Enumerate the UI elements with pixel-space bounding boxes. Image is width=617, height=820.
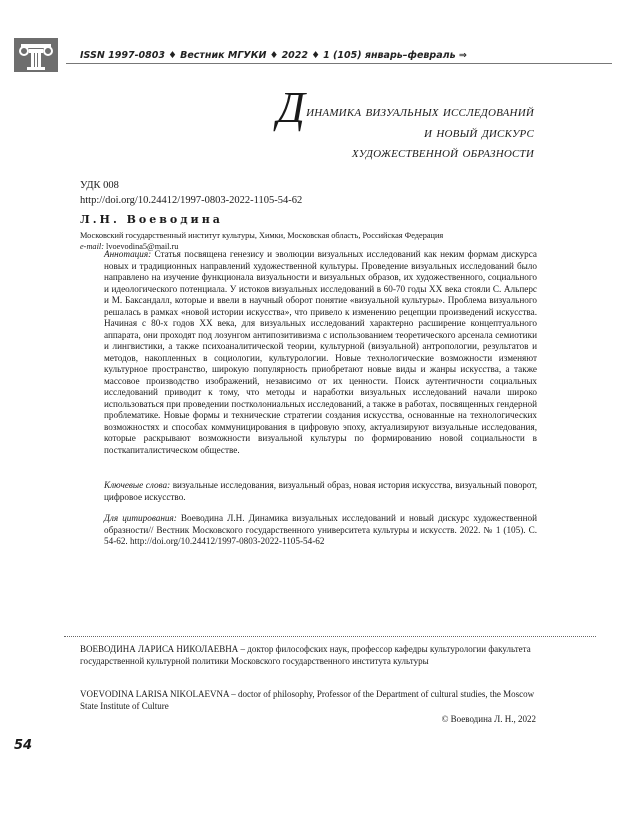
title-line-1-text: инамика визуальных исследований	[306, 103, 534, 120]
author-bio-en: VOEVODINA LARISA NIKOLAEVNA – doctor of philosophy, Professor of the Department of cultural studies, the Moscow State Institute of Culture	[80, 689, 535, 711]
email-address[interactable]: lvoevodina5@mail.ru	[106, 242, 179, 251]
abstract-text: Статья посвящена генезису и эволюции визуальных исследований как неким формам дискурса новых и традиционных направлений художественной культуры. Проведение визуальных исследований было направлено на изучение функционала визуальности и визуальных образов, их художественного, социального и идеологического потенциала. У истоков визуальных исследований в 60-70 годы XX века стояли С. Альперс и М. Баксандалл, которые и ввели в научный оборот понятие «визуальной культуры». Проблема визуального решалась в рамках «новой истории искусства», что привело к изменению рецепции произведений искусства. Начиная с 80-х годов XX века, для визуальных исследований характерно расширение концептуального аппарата, они проходят под лозунгом антипозитивизма с использованием теоретического арсенала семиотики и лингвистики, а также психоаналитической теории, культурной (визуальной) антропологии, результатов и методов, накопленных в социологии, культурологии. Новые технологические возможности изменяют культурное пространство, широкую популярность приобретают новые виды и жанры искусства, а также массовое производство изображений, независимо от их ценности. Поиск аутентичности социальных исследований приводит к тому, что методы и наработки визуальных исследований начали широко использоваться при проведении постколониальных исследований, а также в работах, посвященных гендерной проблематике. Новые формы и технические стратегии создания искусства, основанные на технологических возможностях и способах коммуницирования в цифровую эпоху, актуализируют визуальные исследования, которые раскрывают возможности визуальной культуры по формированию новой социальности в посткапиталистическом обществе.	[104, 249, 537, 455]
article-title	[276, 83, 534, 163]
header-rule	[66, 63, 612, 64]
affiliation: Московский государственный институт культуры, Химки, Московская область, Российская Федерация	[80, 231, 444, 240]
title-line-3: художественной образности	[351, 144, 534, 161]
abstract	[104, 249, 537, 456]
column-capital-logo-icon	[14, 38, 58, 72]
article-meta	[80, 178, 302, 208]
abstract-label: Аннотация:	[104, 249, 152, 259]
copyright: © Воеводина Л. Н., 2022	[441, 714, 536, 724]
email-label: e-mail:	[80, 242, 104, 251]
title-line-1	[276, 83, 534, 132]
journal-line: ISSN 1997-0803 ♦ Вестник МГУКИ ♦ 2022 ♦ 1 (105) январь–февраль ⇒	[80, 50, 467, 61]
footnote-divider	[64, 636, 596, 637]
doi-link[interactable]: http://doi.org/10.24412/1997-0803-2022-1105-54-62	[80, 195, 303, 206]
title-dropcap: Д	[276, 83, 306, 132]
keywords	[104, 480, 537, 503]
keywords-text: визуальные исследования, визуальный образ, новая история искусства, визуальный поворот, цифровое искусство.	[104, 480, 537, 502]
keywords-label: Ключевые слова:	[104, 480, 171, 490]
page-number: 54	[14, 738, 33, 753]
author-name: Л.Н. Воеводина	[80, 213, 223, 226]
citation-label: Для цитирования:	[104, 513, 177, 523]
author-bio-ru: ВОЕВОДИНА ЛАРИСА НИКОЛАЕВНА – доктор философских наук, профессор кафедры культурологии факультета государственной культурной политики Московского государственного института культуры	[80, 644, 531, 666]
citation-text: Воеводина Л.Н. Динамика визуальных исследований и новый дискурс художественной образности// Вестник Московского государственного университета культуры и искусств. 2022. № 1 (105). С. 54-62. http://doi.org/10.24412/1997-0803-2022-1105-54-62	[104, 513, 537, 546]
citation	[104, 513, 537, 548]
running-header	[14, 38, 594, 78]
udk-code: УДК 008	[80, 180, 119, 191]
title-line-2: и новый дискурс	[424, 124, 534, 141]
